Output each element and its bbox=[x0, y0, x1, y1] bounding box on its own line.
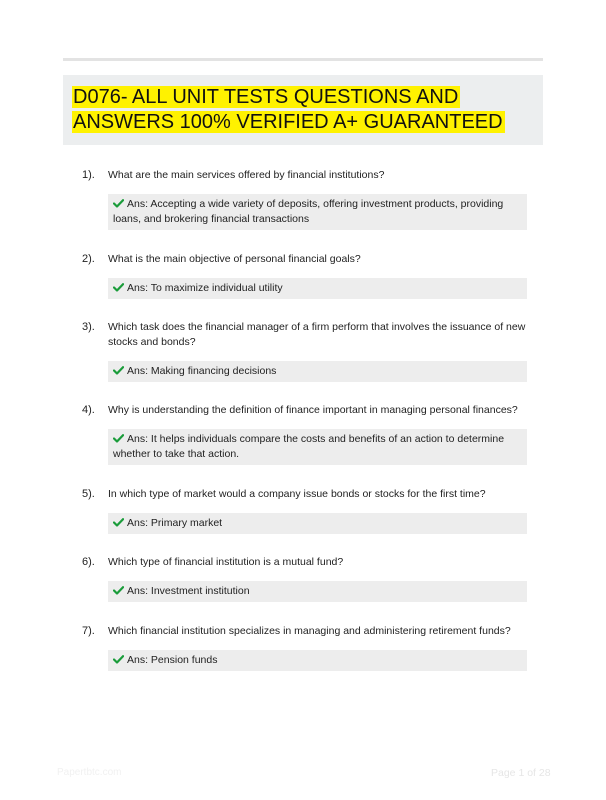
question-text: What is the main objective of personal financial goals? bbox=[108, 253, 361, 265]
answer-box bbox=[108, 278, 527, 299]
answer-text: Ans: Pension funds bbox=[127, 654, 218, 666]
check-icon bbox=[113, 366, 124, 375]
title-line-1: D076- ALL UNIT TESTS QUESTIONS AND bbox=[73, 86, 459, 108]
check-icon bbox=[113, 434, 124, 443]
answer-text: Ans: It helps individuals compare the costs and benefits of an action to determine whether to take that action. bbox=[113, 433, 505, 460]
answer-text: Ans: Investment institution bbox=[127, 585, 250, 597]
title-banner bbox=[63, 75, 543, 145]
answer-box bbox=[108, 513, 527, 534]
answer-box bbox=[108, 194, 527, 230]
answer-text: Ans: Primary market bbox=[127, 517, 223, 529]
question-text: In which type of market would a company issue bonds or stocks for the first time? bbox=[108, 488, 486, 500]
answer-box bbox=[108, 650, 527, 671]
question-number: 2). bbox=[82, 253, 95, 265]
question-number: 3). bbox=[82, 321, 95, 333]
title-line-2: ANSWERS 100% VERIFIED A+ GUARANTEED bbox=[73, 111, 503, 133]
check-icon bbox=[113, 518, 124, 527]
top-divider bbox=[63, 58, 543, 61]
question-text: What are the main services offered by financial institutions? bbox=[108, 169, 385, 181]
question-number: 4). bbox=[82, 404, 95, 416]
question-text: Why is understanding the definition of finance important in managing personal finances? bbox=[108, 404, 518, 416]
question-text: Which financial institution specializes in managing and administering retirement funds? bbox=[108, 625, 511, 637]
check-icon bbox=[113, 199, 124, 208]
page-number: Page 1 of 28 bbox=[491, 767, 551, 779]
question-number: 5). bbox=[82, 488, 95, 500]
question-number: 6). bbox=[82, 556, 95, 568]
answer-box bbox=[108, 361, 527, 382]
answer-text: Ans: Accepting a wide variety of deposits, offering investment products, providing loans, and brokering financial transactions bbox=[113, 198, 504, 225]
question-text: Which task does the financial manager of a firm perform that involves the issuance of new stocks and bonds? bbox=[108, 321, 526, 348]
answer-box bbox=[108, 581, 527, 602]
question-number: 1). bbox=[82, 169, 95, 181]
page-title bbox=[72, 85, 534, 135]
answer-text: Ans: To maximize individual utility bbox=[127, 282, 283, 294]
check-icon bbox=[113, 283, 124, 292]
question-text: Which type of financial institution is a mutual fund? bbox=[108, 556, 344, 568]
answer-box bbox=[108, 429, 527, 465]
answer-text: Ans: Making financing decisions bbox=[127, 365, 277, 377]
question-number: 7). bbox=[82, 625, 95, 637]
check-icon bbox=[113, 586, 124, 595]
check-icon bbox=[113, 655, 124, 664]
footer-watermark: Papertbtc.com bbox=[57, 767, 122, 778]
